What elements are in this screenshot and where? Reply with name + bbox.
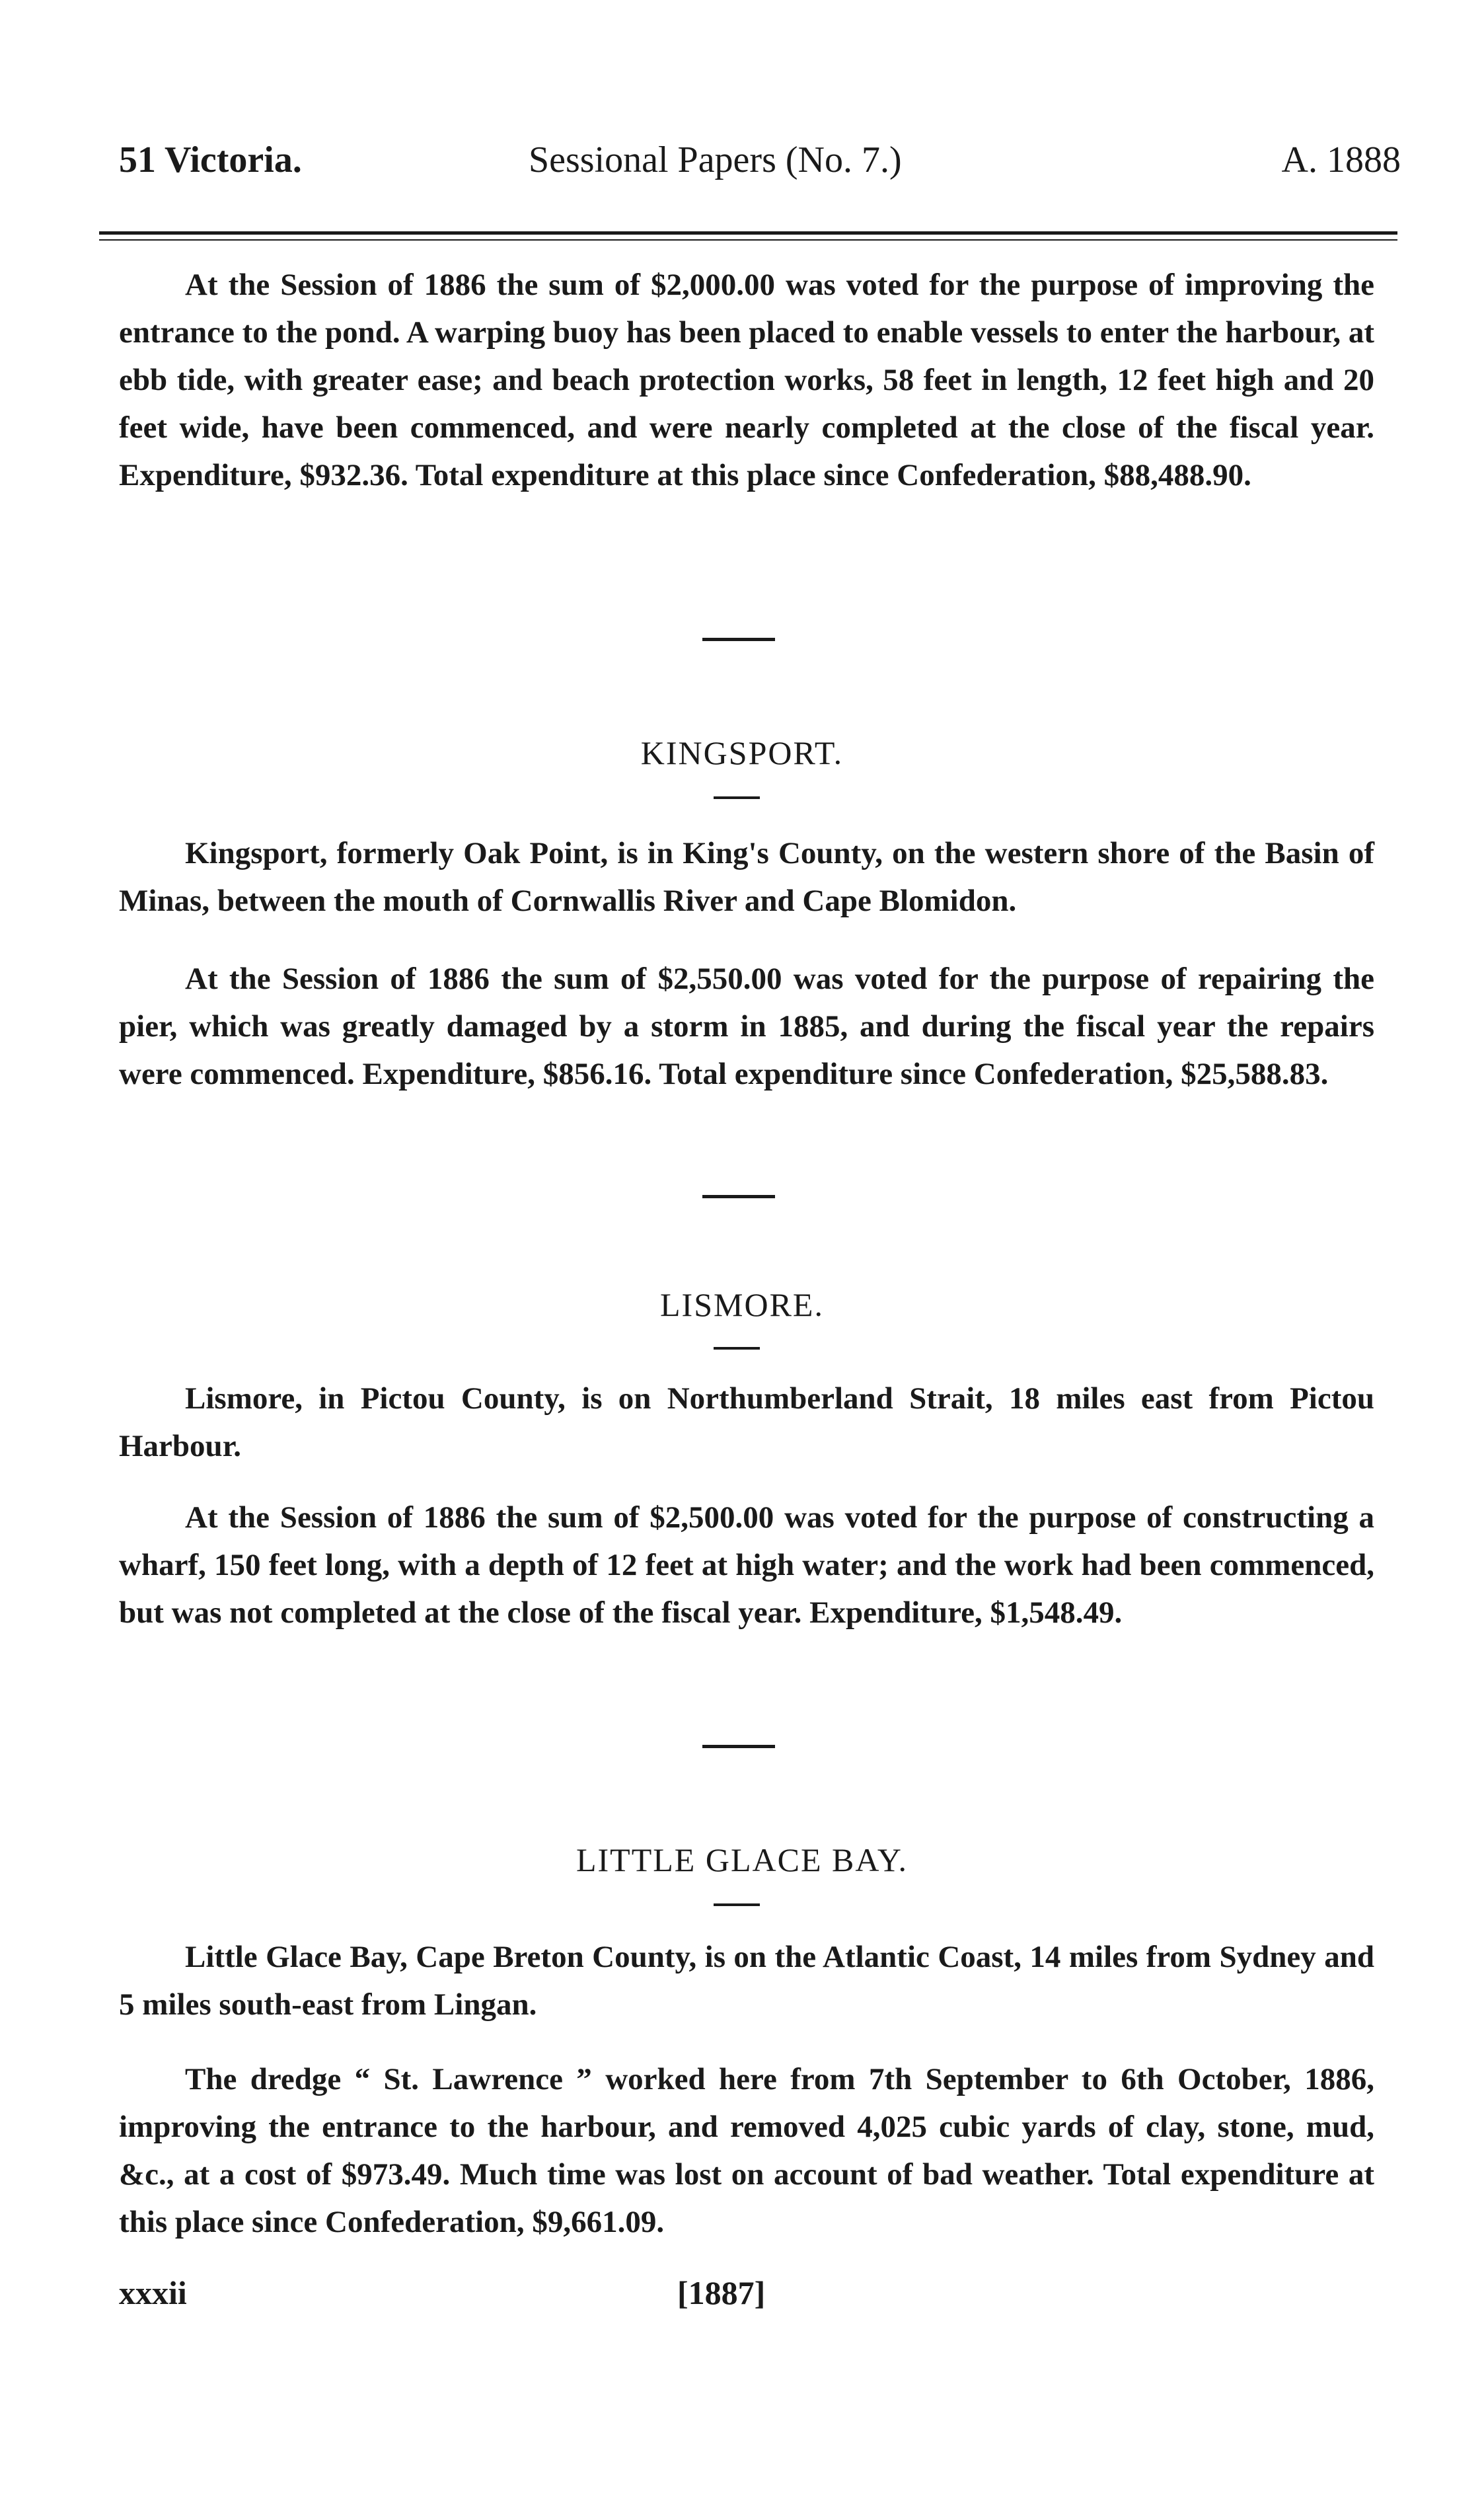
little-glace-bay-location-text: Little Glace Bay, Cape Breton County, is on the Atlantic Coast, 14 miles from Sydney and 5 miles south-east from Lingan. — [119, 1940, 1374, 2022]
kingsport-location-text: Kingsport, formerly Oak Point, is in King's County, on the western shore of the Basin of Minas, between the mouth of Cornwallis River and Cape Blomidon. — [119, 836, 1374, 918]
little-glace-bay-paragraph-2 — [119, 2055, 1374, 2246]
section-separator — [702, 1195, 775, 1198]
heading-rule — [714, 1347, 760, 1350]
header-volume: 51 Victoria. — [119, 139, 302, 180]
footer-year: [1887] — [677, 2274, 766, 2311]
little-glace-bay-paragraph-1 — [119, 1933, 1374, 2028]
little-glace-bay-dredge-text: The dredge “ St. Lawrence ” worked here from 7th September to 6th October, 1886, improving the entrance to the harbour, and removed 4,025 cubic yards of clay, stone, mud, &c., at a cost of $973.49. Much time was lost on account of bad weather. Total expenditure at this place since Confederation, $9,661.09. — [119, 2062, 1374, 2239]
section-heading-kingsport: KINGSPORT. — [640, 734, 844, 771]
heading-rule — [714, 1903, 760, 1906]
intro-paragraph — [119, 261, 1374, 499]
lismore-paragraph-1 — [119, 1375, 1374, 1470]
heading-rule — [714, 796, 760, 799]
intro-text: At the Session of 1886 the sum of $2,000.00 was voted for the purpose of improving the entrance to the pond. A warping buoy has been placed to enable vessels to enter the harbour, at ebb tide, with greater ease; and beach protection works, 58 feet in length, 12 feet high and 20 feet wide, have been commenced, and were nearly completed at the close of the fiscal year. Expenditure, $932.36. Total expenditure at this place since Confederation, $88,488.90. — [119, 268, 1374, 492]
lismore-paragraph-2 — [119, 1494, 1374, 1636]
kingsport-paragraph-2 — [119, 955, 1374, 1098]
header-year: A. 1888 — [1281, 139, 1401, 180]
header-rule-thick — [99, 231, 1397, 235]
kingsport-paragraph-1 — [119, 829, 1374, 925]
section-separator — [702, 638, 775, 641]
section-separator — [702, 1745, 775, 1748]
header-rule-thin — [99, 239, 1397, 241]
lismore-expenditure-text: At the Session of 1886 the sum of $2,500.00 was voted for the purpose of constructing a wharf, 150 feet long, with a depth of 12 feet at high water; and the work had been commenced, but was not completed at the close of the fiscal year. Expenditure, $1,548.49. — [119, 1500, 1374, 1630]
section-heading-little-glace-bay: LITTLE GLACE BAY. — [575, 1841, 909, 1878]
header-series: Sessional Papers (No. 7.) — [529, 139, 902, 180]
running-header — [119, 139, 1401, 185]
lismore-location-text: Lismore, in Pictou County, is on Northumberland Strait, 18 miles east from Pictou Harbour. — [119, 1381, 1374, 1463]
section-heading-lismore: LISMORE. — [660, 1286, 824, 1323]
kingsport-expenditure-text: At the Session of 1886 the sum of $2,550.00 was voted for the purpose of repairing the pier, which was greatly damaged by a storm in 1885, and during the fiscal year the repairs were commenced. Expenditure, $856.16. Total expenditure since Confederation, $25,588.83. — [119, 962, 1374, 1091]
page-number-roman: xxxii — [119, 2274, 187, 2311]
